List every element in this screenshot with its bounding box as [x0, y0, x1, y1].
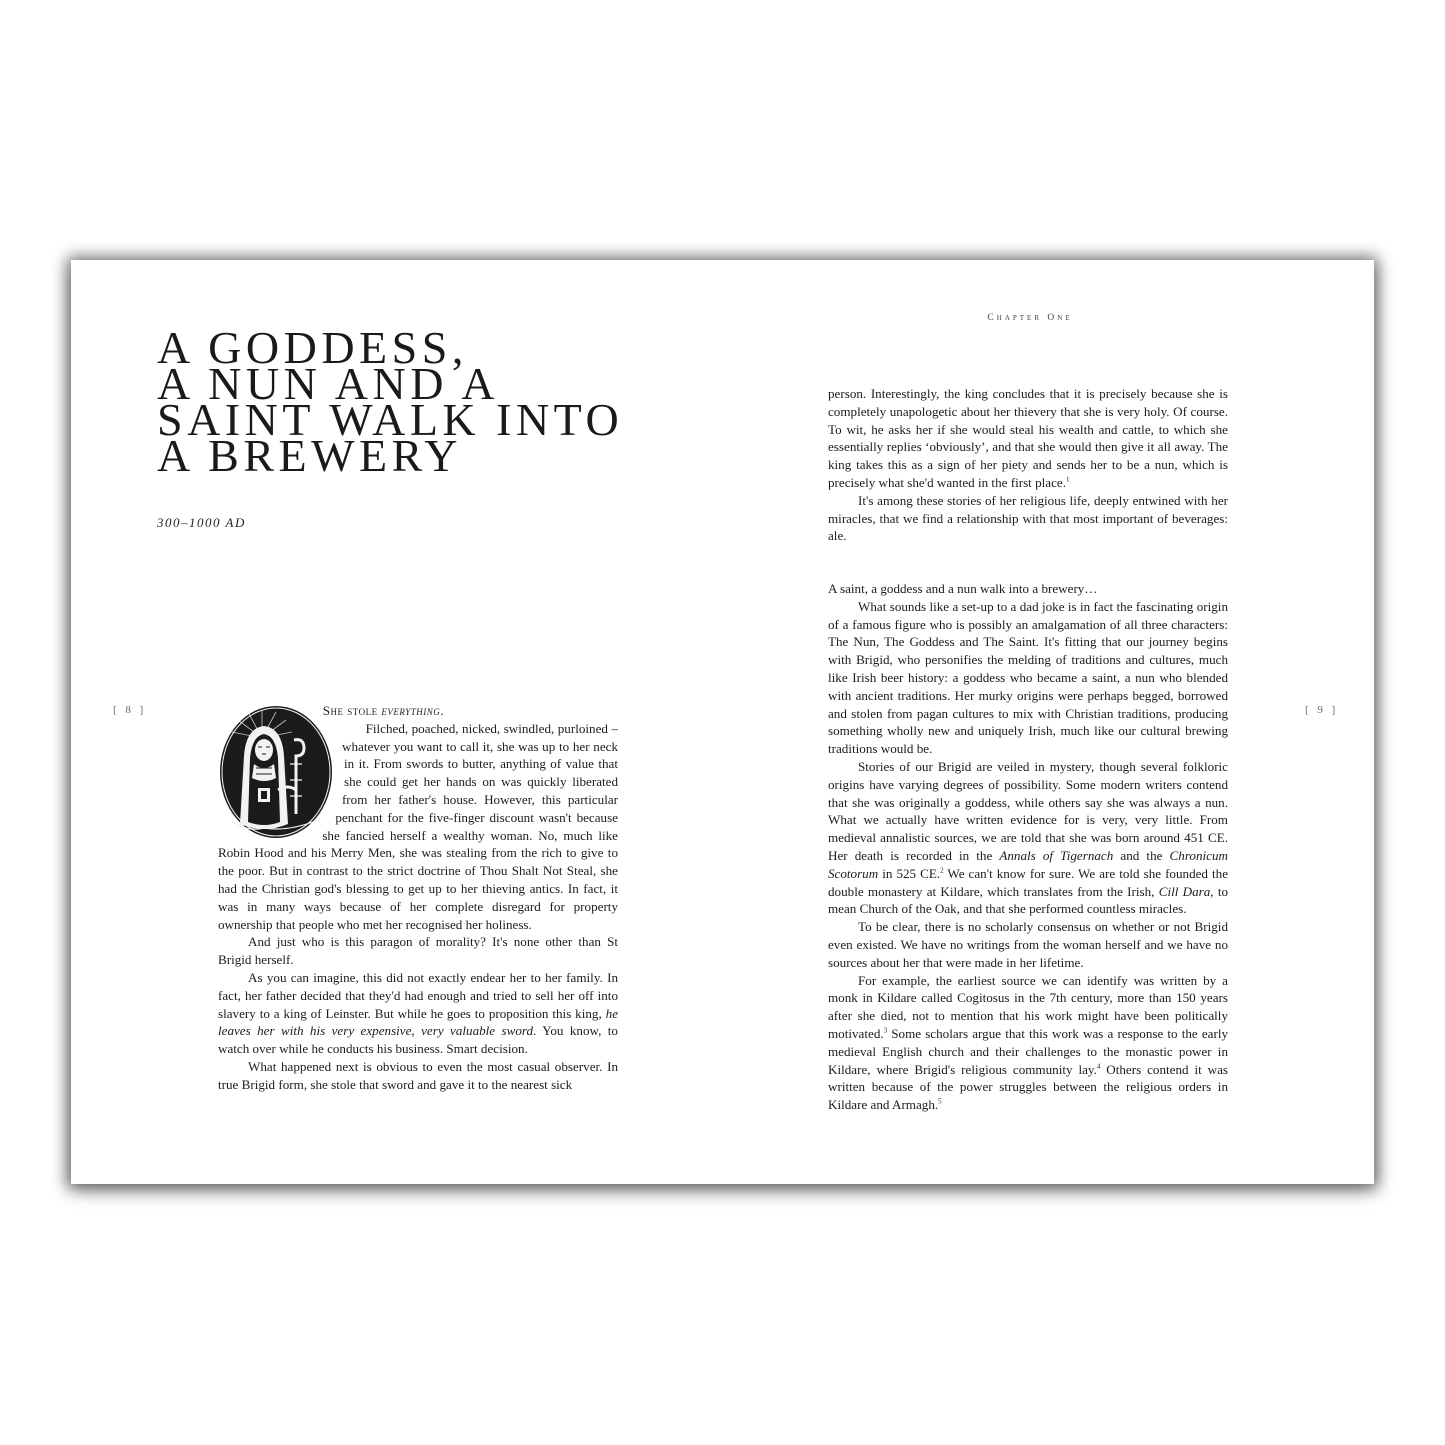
- opening-line: She stole everything.: [322, 703, 444, 718]
- footnote-ref[interactable]: 4: [1096, 1062, 1101, 1071]
- paragraph: person. Interestingly, the king concludes that it is precisely because she is completely unapologetic about her thievery that she is very holy. Of course. To wit, he asks her if she would steal his wealth and cattle, to which she essentially replies ‘obviously’, and that she would then give it all away. The king takes this as a sign of her piety and sends her to be a nun, which is precisely what she'd wanted in the first place.$^1$: [828, 386, 1228, 490]
- footnote-ref[interactable]: 3: [883, 1026, 888, 1035]
- paragraph: And just who is this paragon of morality? It's none other than St Brigid herself.: [218, 934, 618, 968]
- right-page-body-bottom: [828, 580, 1228, 1114]
- footnote-ref[interactable]: 1: [1065, 475, 1070, 484]
- chapter-title: [157, 322, 677, 481]
- right-page-body-top: [828, 385, 1228, 545]
- paragraph: For example, the earliest source we can identify was written by a monk in Kildare called Cogitosus in the 7th century, more than 150 years after she died, not to mention that his work might have been politically motivated.$^3$ Some scholars argue that this work was a response to the early medieval English church and their challenges to the monastic power in Kildare, where Brigid's religious community lay.$^4$ Others contend it was written because of the power struggles between the religious orders in Kildare and Armagh.$^5$: [828, 972, 1228, 1113]
- footnote-ref[interactable]: 5: [938, 1097, 942, 1106]
- paragraph: A saint, a goddess and a nun walk into a brewery…: [828, 581, 1098, 596]
- chapter-era: 300–1000 AD: [157, 515, 246, 530]
- left-page-body: [218, 702, 618, 1094]
- page-number-right: [ 9 ]: [1305, 704, 1339, 716]
- running-head: Chapter One: [987, 313, 1073, 323]
- paragraph: It's among these stories of her religious life, deeply entwined with her miracles, that we find a relationship with that most important of beverages: ale.: [828, 492, 1228, 544]
- paragraph: Filched, poached, nicked, swindled, purloined – whatever you want to call it, she was up to her neck in it. From swords to butter, anything of value that she could get her hands on was quickly liberated from her father's house. However, this particular penchant for the five-finger discount wasn't because she fancied herself a wealthy woman. No, much like Robin Hood and his Merry Men, she was stealing from the rich to give to the poor. But in contrast to the strict doctrine of Thou Shalt Not Steal, she had the Christian god's blessing to get up to her thieving antics. In fact, it was in many ways because of her complete disregard for property ownership that people who met her recognised her holiness.: [218, 720, 618, 932]
- footnote-ref[interactable]: 2: [940, 866, 944, 875]
- paragraph: As you can imagine, this did not exactly endear her to her family. In fact, her father decided that they'd had enough and tried to sell her off into slavery to a king of Leinster. But while he goes to proposition this king, he leaves her with his very expensive, very valuable sword. You know, to watch over while he conducts his business. Smart decision.: [218, 969, 618, 1057]
- paragraph: What happened next is obvious to even the most casual observer. In true Brigid form, she stole that sword and gave it to the nearest sick: [218, 1058, 618, 1092]
- paragraph: To be clear, there is no scholarly consensus on whether or not Brigid even existed. We have no writings from the woman herself and we have no sources about her that were made in her lifetime.: [828, 919, 1228, 970]
- page-number-left: [ 8 ]: [113, 704, 147, 716]
- chapter-title-line: A GODDESS,: [157, 322, 468, 373]
- chapter-title-line: A BREWERY: [157, 430, 463, 481]
- paragraph: Stories of our Brigid are veiled in mystery, though several folkloric origins have varying degrees of possibility. Some modern writers contend that she was originally a goddess, while others say she was always a nun. What we actually have written evidence for is very, very little. From medieval annalistic sources, we are told that she was born around 451 CE. Her death is recorded in the Annals of Tigernach and the Chronicum Scotorum in 525 CE.$^2$ We can't know for sure. We are told she founded the double monastery at Kildare, which translates from the Irish, Cill Dara, to mean Church of the Oak, and that she performed countless miracles.: [828, 758, 1229, 917]
- paragraph: What sounds like a set-up to a dad joke is in fact the fascinating origin of a famous figure who is possibly an amalgamation of all three characters: The Nun, The Goddess and The Saint. It's fitting that our journey begins with Brigid, who personifies the melding of traditions and cultures, much like Irish beer history: a goddess who became a saint, a nun who blended with ancient traditions. Her murky origins were perhaps begged, borrowed and stolen from pagan cultures to mix with Christian traditions, producing something wholly new and uniquely Irish, much like our cultural brewing traditions would be.: [828, 598, 1228, 757]
- chapter-title-line: SAINT WALK INTO: [157, 394, 624, 445]
- chapter-title-line: A NUN AND A: [157, 358, 500, 409]
- saint-brigid-portrait-icon: [218, 704, 334, 840]
